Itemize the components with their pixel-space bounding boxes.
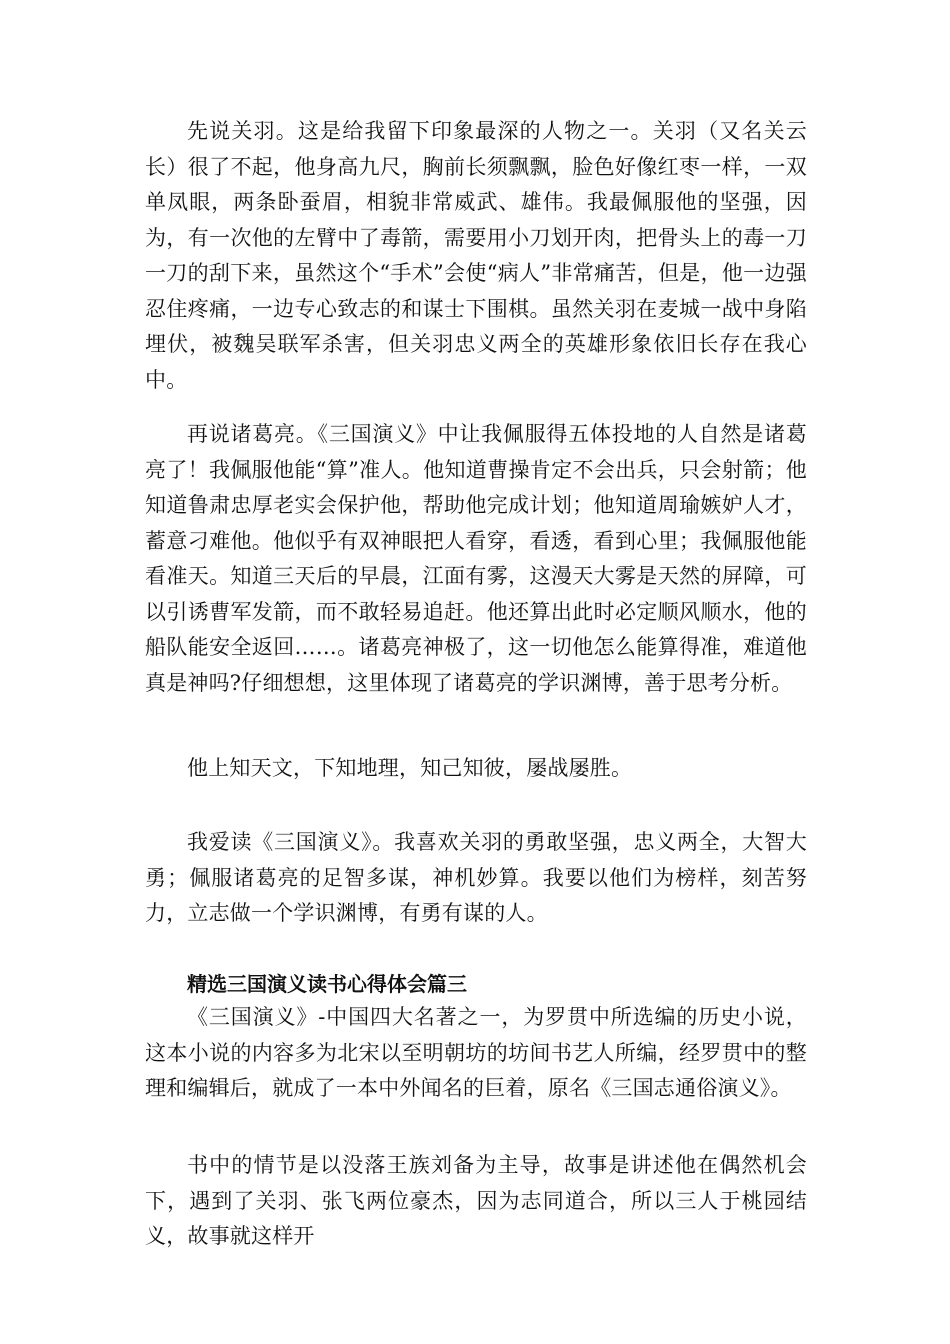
paragraph-introduction: 《三国演义》-中国四大名著之一，为罗贯中所选编的历史小说，这本小说的内容多为北宋以至明朝坊的坊间书艺人所编，经罗贯中的整理和编辑后，就成了一本中外闻名的巨着，原名《三国志通俗演义》。 bbox=[145, 1005, 807, 1100]
section-heading: 精选三国演义读书心得体会篇三 bbox=[187, 972, 467, 996]
paragraph-zhuge-liang: 再说诸葛亮。《三国演义》中让我佩服得五体投地的人自然是诸葛亮了！我佩服他能“算”准人。他知道曹操肯定不会出兵，只会射箭；他知道鲁肃忠厚老实会保护他，帮助他完成计划；他知道周瑜嫉妒人才，蓄意刁难他。他似乎有双神眼把人看穿，看透，看到心里；我佩服他能看准天。知道三天后的早晨，江面有雾，这漫天大雾是天然的屏障，可以引诱曹军发箭，而不敢轻易追赶。他还算出此时必定顺风顺水，他的船队能安全返回……。诸葛亮神极了，这一切他怎么能算得准，难道他真是神吗?仔细想想，这里体现了诸葛亮的学识渊博，善于思考分析。 bbox=[145, 422, 807, 695]
paragraph-astronomy: 他上知天文，下知地理，知己知彼，屡战屡胜。 bbox=[187, 756, 633, 780]
paragraph-conclusion: 我爱读《三国演义》。我喜欢关羽的勇敢坚强，忠义两全，大智大勇；佩服诸葛亮的足智多谋，神机妙算。我要以他们为榜样，刻苦努力，立志做一个学识渊博，有勇有谋的人。 bbox=[145, 830, 807, 925]
paragraph-guan-yu: 先说关羽。这是给我留下印象最深的人物之一。关羽（又名关云长）很了不起，他身高九尺，胸前长须飘飘，脸色好像红枣一样，一双单凤眼，两条卧蚕眉，相貌非常威武、雄伟。我最佩服他的坚强，因为，有一次他的左臂中了毒箭，需要用小刀划开肉，把骨头上的毒一刀一刀的刮下来，虽然这个“手术”会使“病人”非常痛苦，但是，他一边强忍住疼痛，一边专心致志的和谋士下围棋。虽然关羽在麦城一战中身陷埋伏，被魏吴联军杀害，但关羽忠义两全的英雄形象依旧长存在我心中。 bbox=[145, 119, 807, 392]
paragraph-plot: 书中的情节是以没落王族刘备为主导，故事是讲述他在偶然机会下，遇到了关羽、张飞两位豪杰，因为志同道合，所以三人于桃园结义，故事就这样开 bbox=[145, 1153, 807, 1248]
